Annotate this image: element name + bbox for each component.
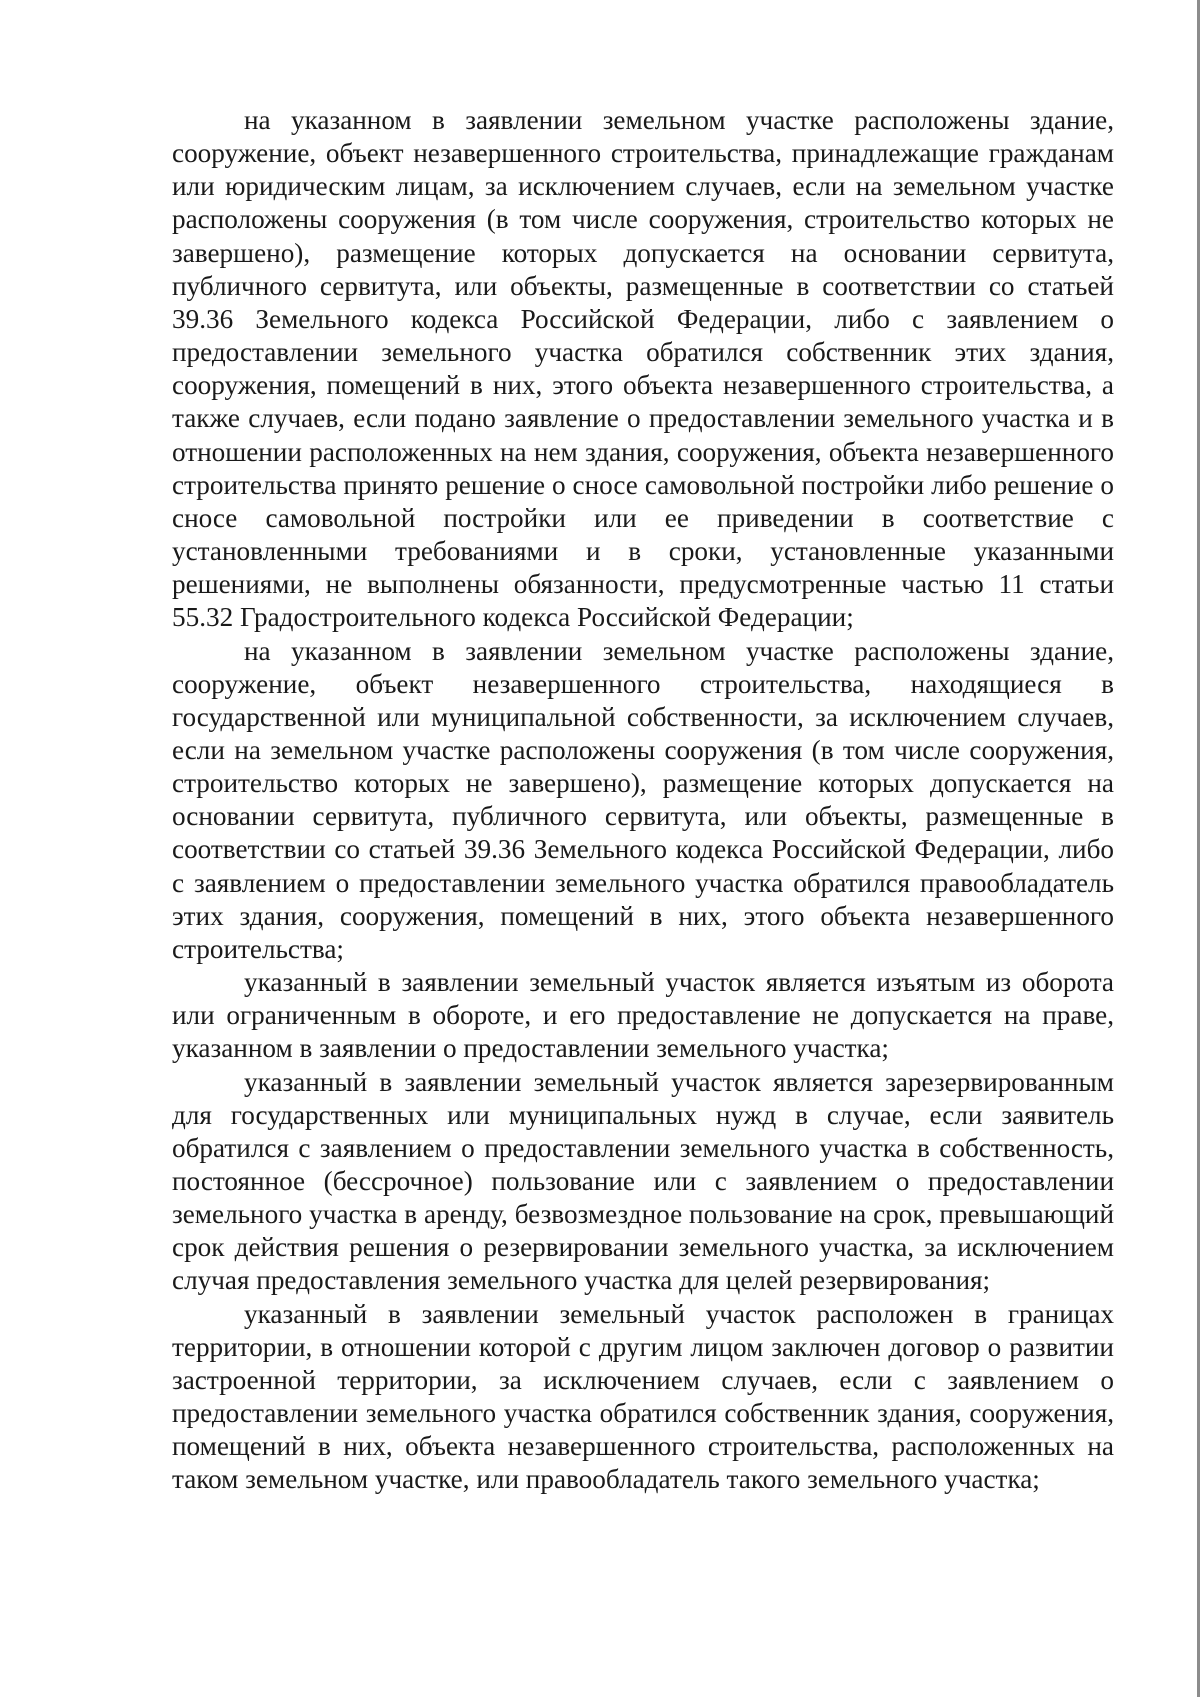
paragraph-5: указанный в заявлении земельный участок расположен в границах территории, в отношении которой с другим лицом заключен договор о развитии застроенной территории, за исключением случаев, если с заявлением о предоставлении земельного участка обратился собственник здания, сооружения, помещений в них, объекта незавершенного строительства, расположенных на таком земельном участке, или правообладатель такого земельного участка;	[172, 1298, 1114, 1495]
paragraph-3: указанный в заявлении земельный участок является изъятым из оборота или ограниченным в обороте, и его предоставление не допускается на праве, указанном в заявлении о предоставлении земельного участка;	[172, 967, 1114, 1064]
paragraph-4: указанный в заявлении земельный участок является зарезервированным для государственных или муниципальных нужд в случае, если заявитель обратился с заявлением о предоставлении земельного участка в собственность, постоянное (бессрочное) пользование или с заявлением о предоставлении земельного участка в аренду, безвозмездное пользование на срок, превышающий срок действия решения о резервировании земельного участка, за исключением случая предоставления земельного участка для целей резервирования;	[172, 1066, 1114, 1296]
paragraph-1: на указанном в заявлении земельном участке расположены здание, сооружение, объект незавершенного строительства, принадлежащие гражданам или юридическим лицам, за исключением случаев, если на земельном участке расположены сооружения (в том числе сооружения, строительство которых не завершено), размещение которых допускается на основании сервитута, публичного сервитута, или объекты, размещенные в соответствии со статьей 39.36 Земельного кодекса Российской Федерации, либо с заявлением о предоставлении земельного участка обратился собственник этих здания, сооружения, помещений в них, этого объекта незавершенного строительства, а также случаев, если подано заявление о предоставлении земельного участка и в отношении расположенных на нем здания, сооружения, объекта незавершенного строительства принято решение о сносе самовольной постройки либо решение о сносе самовольной постройки или ее приведении в соответствие с установленными требованиями и в сроки, установленные указанными решениями, не выполнены обязанности, предусмотренные частью 11 статьи 55.32 Градостроительного кодекса Российской Федерации;	[172, 105, 1114, 633]
document-body	[172, 104, 1114, 1497]
paragraph-2: на указанном в заявлении земельном участке расположены здание, сооружение, объект незавершенного строительства, находящиеся в государственной или муниципальной собственности, за исключением случаев, если на земельном участке расположены сооружения (в том числе сооружения, строительство которых не завершено), размещение которых допускается на основании сервитута, публичного сервитута, или объекты, размещенные в соответствии со статьей 39.36 Земельного кодекса Российской Федерации, либо с заявлением о предоставлении земельного участка обратился правообладатель этих здания, сооружения, помещений в них, этого объекта незавершенного строительства;	[172, 635, 1114, 964]
